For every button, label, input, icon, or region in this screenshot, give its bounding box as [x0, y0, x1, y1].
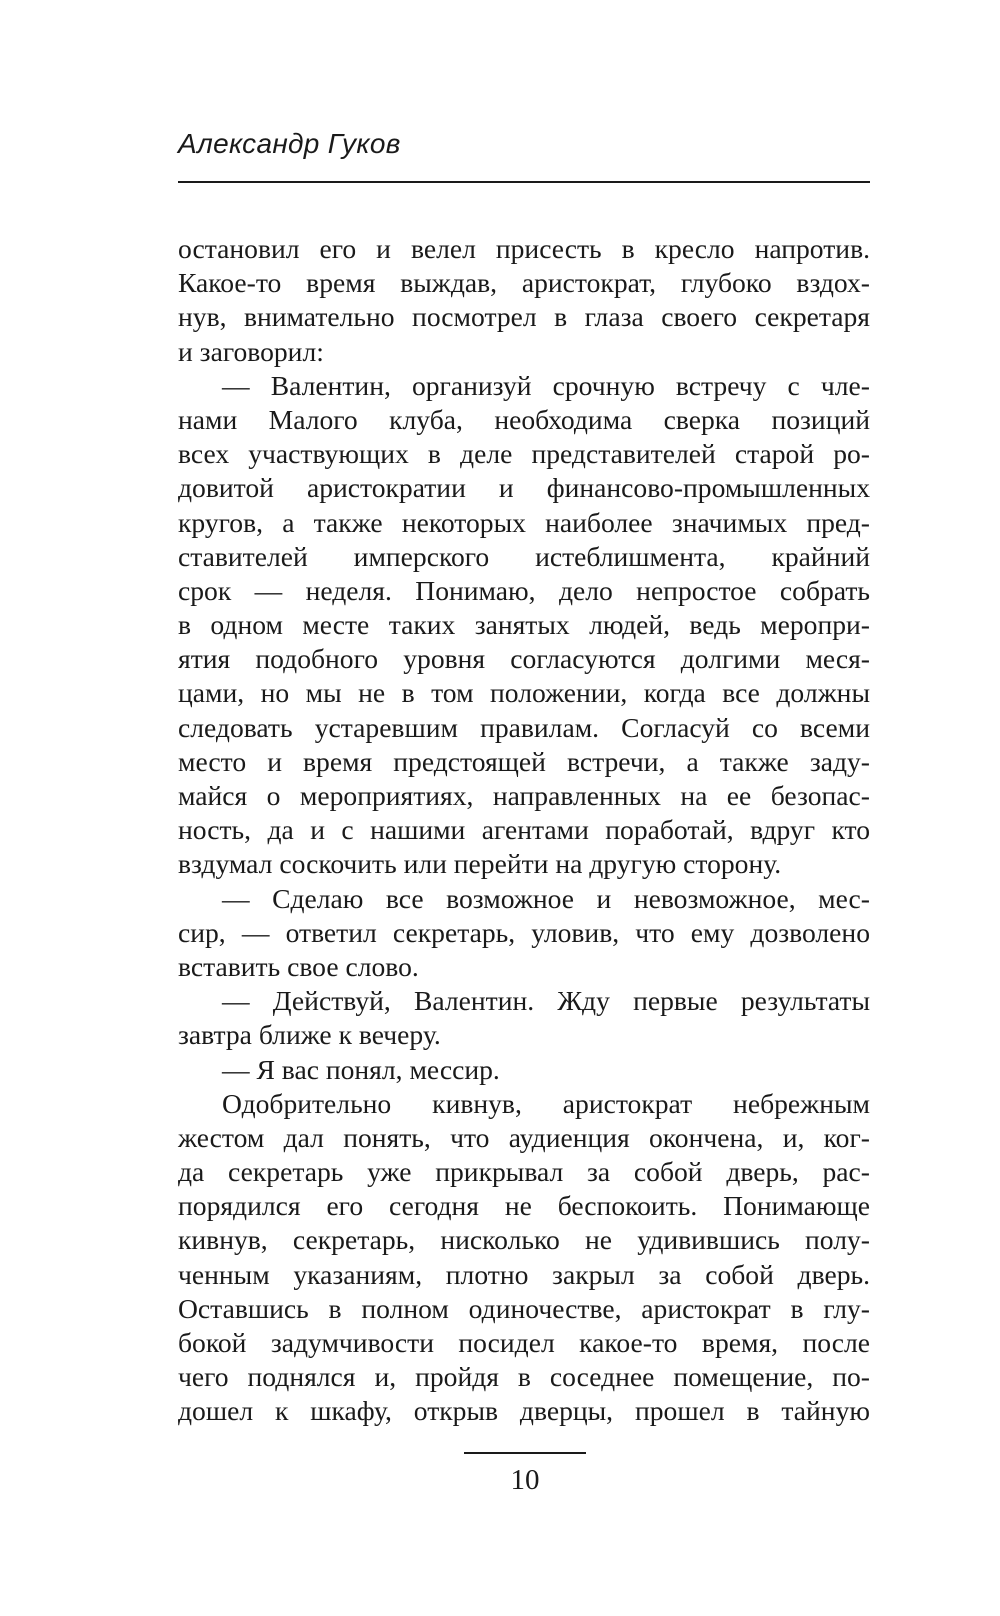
text-line: дошел к шкафу, открыв дверцы, прошел в тайную	[178, 1395, 870, 1427]
text-line: ность, да и с нашими агентами поработай, вдруг кто	[178, 814, 870, 846]
text-line: жестом дал понять, что аудиенция окончена, и, ког-	[178, 1121, 870, 1153]
text-line: в одном месте таких занятых людей, ведь меропри-	[178, 609, 870, 641]
text-line: вздумал соскочить или перейти на другую сторону.	[178, 848, 782, 880]
text-line: Одобрительно кивнув, аристократ небрежным	[222, 1087, 870, 1119]
text-line: и заговорил:	[178, 335, 324, 367]
page-number: 10	[510, 1464, 540, 1496]
header-rule	[178, 181, 870, 183]
text-line: цами, но мы не в том положении, когда все должны	[178, 677, 870, 709]
text-line: кругов, а также некоторых наиболее значимых пред-	[178, 506, 870, 538]
text-line: ставителей имперского истеблишмента, крайний	[178, 540, 870, 572]
text-line: вставить свое слово.	[178, 950, 419, 982]
text-line: нув, внимательно посмотрел в глаза своего секретаря	[178, 301, 870, 333]
text-line: Какое-то время выждав, аристократ, глубоко вздох-	[178, 267, 870, 299]
text-line: чего поднялся и, пройдя в соседнее помещение, по-	[178, 1361, 870, 1393]
text-line: нами Малого клуба, необходима сверка позиций	[178, 403, 870, 435]
text-line: порядился его сегодня не беспокоить. Понимающе	[178, 1190, 870, 1222]
text-line: срок — неделя. Понимаю, дело непростое собрать	[178, 574, 870, 606]
text-line: всех участвующих в деле представителей старой ро-	[178, 438, 870, 470]
text-line: — Действуй, Валентин. Жду первые результаты	[222, 985, 870, 1017]
text-line: — Я вас понял, мессир.	[222, 1053, 500, 1085]
footer-rule	[464, 1452, 586, 1454]
text-line: майся о мероприятиях, направленных на ее безопас-	[178, 780, 870, 811]
text-line: — Сделаю все возможное и невозможное, мес-	[222, 882, 870, 914]
text-line: бокой задумчивости посидел какое-то время, после	[178, 1327, 870, 1358]
running-head-author: Александр Гуков	[178, 128, 401, 159]
text-line: довитой аристократии и финансово-промышленных	[178, 472, 870, 504]
text-line: кивнув, секретарь, нисколько не удивившись полу-	[178, 1224, 870, 1256]
text-line: — Валентин, организуй срочную встречу с чле-	[222, 369, 870, 401]
text-line: завтра ближе к вечеру.	[178, 1019, 441, 1051]
text-line: да секретарь уже прикрывал за собой дверь, рас-	[178, 1156, 870, 1188]
text-line: место и время предстоящей встречи, а также заду-	[178, 745, 870, 777]
text-line: сир, — ответил секретарь, уловив, что ему дозволено	[178, 916, 870, 948]
text-line: следовать устаревшим правилам. Согласуй со всеми	[178, 711, 870, 743]
body-text	[178, 232, 870, 1429]
text-line: ятия подобного уровня согласуются долгими меся-	[178, 643, 870, 675]
text-line: ченным указаниям, плотно закрыл за собой дверь.	[178, 1258, 870, 1290]
text-line: остановил его и велел присесть в кресло напротив.	[178, 233, 870, 264]
text-line: Оставшись в полном одиночестве, аристократ в глу-	[178, 1292, 870, 1324]
